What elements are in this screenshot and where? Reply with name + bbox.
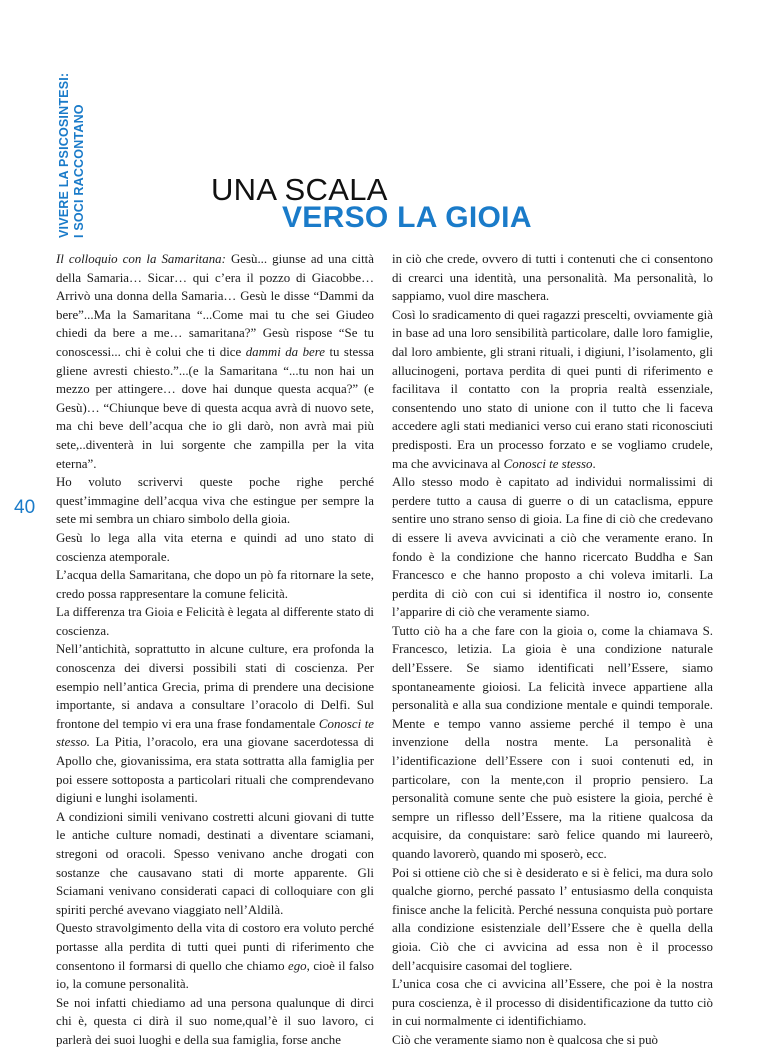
paragraph: Tutto ciò ha a che fare con la gioia o, come la chiamava S. Francesco, letizia. La gioia è una condizione naturale dell’Essere. Se siamo identificati nell’Essere, siamo spontaneamente gioiosi. La felicità invece appartiene alla personalità e alla sua condizione mentale e quindi temporale. Mente e tempo vanno assieme perché il tempo è una invenzione della nostra mente. La personalità è l’identificazione dell’Essere con i suoi contenuti ed, in particolare, con la mente,con il proprio pensiero. La personalità comune sente che può esistere la gioia, perché è sempre un riflesso dell’Essere, ma la ritiene qualcosa da acquisire, da conquistare: sarò felice quando mi laureerò, quando lavorerò, quando mi sposerò, ecc. bbox=[392, 623, 713, 861]
section-label-line-1: VIVERE LA PSICOSINTESI: bbox=[57, 72, 71, 238]
paragraph: L’unica cosa che ci avvicina all’Essere, che poi è la nostra pura coscienza, è il processo di disidentificazione da tutto ciò in cui normalmente ci identifichiamo. bbox=[392, 977, 713, 1029]
paragraph: La differenza tra Gioia e Felicità è legata al differente stato di coscienza. bbox=[56, 605, 374, 638]
article-title-line-2: VERSO LA GIOIA bbox=[282, 201, 532, 234]
paragraph bbox=[56, 250, 374, 473]
right-column bbox=[392, 250, 713, 1050]
paragraph: Se noi infatti chiediamo ad una persona qualunque di dirci chi è, questa ci dirà il suo nome,qual’è il suo lavoro, ci parlerà dei suoi luoghi e della sua famiglia, forse anche bbox=[56, 995, 374, 1047]
paragraph-text: Gesù... giunse ad una città della Samaria… Sicar… qui c’era il pozzo di Giacobbe… Arrivò una donna della Samaria… Gesù le disse “Dammi da bere”...Ma la Samaritana “...Come mai tu che sei Giudeo chiedi da bere a me… samaritana?” Gesù rispose “Se tu conoscessi... chi è colui che ti dice bbox=[56, 252, 374, 359]
paragraph: in ciò che crede, ovvero di tutti i contenuti che ci consentono di crearci una identità, una personalità. Ma personalità, lo sappiamo, vuol dire maschera. bbox=[392, 252, 713, 304]
paragraph-italic: Il colloquio con la Samaritana: bbox=[56, 252, 226, 266]
paragraph-text: La Pitia, l’oracolo, era una giovane sacerdotessa di Apollo che, giovanissima, era stata sottratta alla famiglia per poi essere sottoposta a particolari rituali che comprendevano digiuni e lunghi isolamenti. bbox=[56, 735, 374, 806]
paragraph-text: Nell’antichità, soprattutto in alcune culture, era profonda la conoscenza dei diversi possibili stati di coscienza. Per esempio nell’antica Grecia, prima di prendere una decisione importante, si andava a consultare l’oracolo di Delfi. Sul frontone del tempio vi era una frase fondamentale bbox=[56, 642, 374, 731]
paragraph-text: tu stessa gliene avresti chiesto.”...(e la Samaritana “...tu non hai un mezzo per attingere… dove hai dunque questa acqua?” (e Gesù)… “Chiunque beve di questa acqua avrà di nuovo sete, ma chi beve dell’acqua che io gli darò, non avrà mai più sete,..diventerà in lui sorgente che zampilla per la vita eterna”. bbox=[56, 344, 375, 471]
paragraph: Ciò che veramente siamo non è qualcosa che si può bbox=[392, 1032, 658, 1047]
paragraph: Gesù lo lega alla vita eterna e quindi ad uno stato di coscienza atemporale. bbox=[56, 530, 374, 564]
paragraph-italic: ego bbox=[288, 958, 307, 973]
paragraph bbox=[56, 640, 374, 807]
paragraph bbox=[56, 919, 374, 993]
article-title-line-1: UNA SCALA bbox=[211, 172, 388, 207]
paragraph: A condizioni simili venivano costretti alcuni giovani di tutte le antiche culture nomadi, destinati a diventare sciamani, stregoni od oracoli. Spesso venivano anche drogati con sostanze che causavano stati di morte apparente. Gli Sciamani venivano considerati capaci di colloquiare con gli spiriti perché avevano viaggiato nell’Aldilà. bbox=[56, 809, 374, 917]
paragraph-text: Così lo sradicamento di quei ragazzi prescelti, ovviamente già in base ad una loro sensibilità particolare, dalle loro famiglie, dal loro ambiente, gli strani rituali, i digiuni, l’isolamento, gli allucinogeni, portava perdita di quei punti di riferimento e facilitava il contatto con la propria realtà essenziale, consentendo uno stato di unione con il tutto che li faceva accedere agli stati medianici verso cui erano stati riconosciuti predisposti. Era un processo forzato e se vogliamo crudele, ma che avvicinava al bbox=[392, 307, 713, 471]
paragraph-italic: dammi da bere bbox=[245, 344, 326, 359]
paragraph-text: Questo stravolgimento della vita di costoro era voluto perché portasse alla perdita di tutti quei punti di riferimento che consentono il formarsi di quello che chiamo bbox=[56, 921, 374, 973]
paragraph-text: , cioè il falso io, la comune personalità. bbox=[56, 958, 374, 992]
paragraph: Allo stesso modo è capitato ad individui normalissimi di perdere tutto a causa di guerre o di un cataclisma, eppure sentire uno strano senso di gioia. La fine di ciò che credevano di essere li aveva avvicinati a ciò che veramente erano. In fondo è la condizione che hanno ricercato Buddha e San Francesco e che hanno proposto a chi voleva imitarli. La perdita di ciò con cui si identifica il nostro io, consente l’apparire di ciò che veramente siamo. bbox=[392, 475, 713, 620]
paragraph: Poi si ottiene ciò che si è desiderato e si è felici, ma dura solo qualche giorno, perché passato l’ entusiasmo della conquista finisce anche la felicità. Perché nessuna conquista può portare alla condizione esistenziale dell’Essere che è quella della gioia. Ciò che ci avvicina ad essa non è il processo dell’acquisire casomai del togliere. bbox=[392, 865, 713, 973]
paragraph-text: . bbox=[592, 456, 596, 471]
left-column bbox=[56, 250, 374, 1050]
page-number: 40 bbox=[14, 497, 36, 518]
paragraph-italic: Conosci te stesso. bbox=[56, 716, 374, 750]
paragraph bbox=[392, 306, 713, 473]
paragraph: L’acqua della Samaritana, che dopo un pò fa ritornare la sete, credo possa rappresentare la comune felicità. bbox=[56, 568, 374, 601]
section-label bbox=[57, 73, 87, 238]
section-label-line-2: I SOCI RACCONTANO bbox=[72, 104, 86, 238]
paragraph: Ho voluto scrivervi queste poche righe perché quest’immagine dell’acqua viva che estingue per sempre la sete mi sembra un chiaro simbolo della gioia. bbox=[56, 475, 374, 527]
paragraph-italic: Conosci te stesso bbox=[503, 456, 593, 471]
